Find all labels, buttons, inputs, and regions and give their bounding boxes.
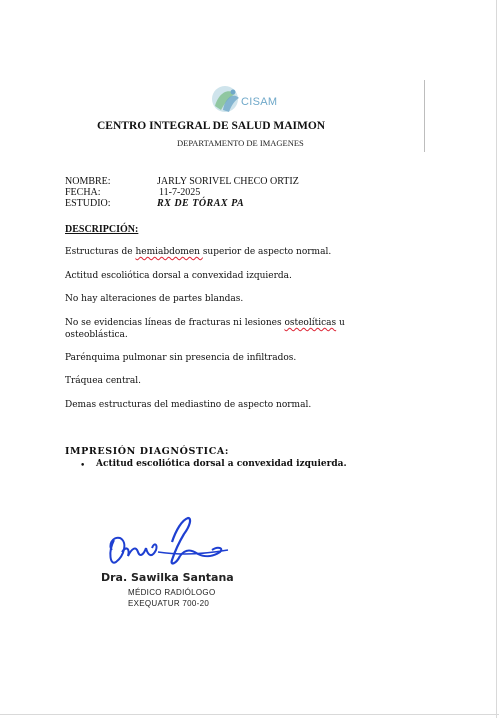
institution-name: CENTRO INTEGRAL DE SALUD MAIMON [97,120,326,132]
finding-1: Estructuras de hemiabdomen superior de aspecto normal. [65,247,332,257]
finding-7: Demas estructuras del mediastino de aspecto normal. [65,400,312,410]
finding-3: No hay alteraciones de partes blandas. [65,294,244,304]
name-label: NOMBRE: [65,176,111,187]
description-heading: DESCRIPCIÓN: [65,224,139,235]
spellcheck-flag: hemiabdomen [135,247,203,257]
impression-heading: IMPRESIÓN DIAGNÓSTICA: [65,446,229,457]
finding-5: Parénquima pulmonar sin presencia de infiltrados. [65,353,297,363]
spellcheck-flag: osteolíticas [284,318,337,328]
page-edge-right [496,0,497,718]
page-edge-bottom [0,714,499,715]
doctor-title: MÉDICO RADIÓLOGO [128,588,216,597]
doctor-license: EXEQUATUR 700-20 [128,599,210,608]
bullet-icon: • [80,461,86,471]
study-label: ESTUDIO: [65,198,111,209]
name-value: JARLY SORIVEL CHECO ORTIZ [157,176,299,187]
logo-text: CISAM [241,96,278,108]
doctor-name: Dra. Sawilka Santana [101,571,234,584]
finding-4-continued: osteoblástica. [65,330,128,340]
department-name: DEPARTAMENTO DE IMAGENES [177,138,304,148]
finding-6: Tráquea central. [65,376,141,386]
impression-item: Actitud escoliótica dorsal a convexidad izquierda. [96,459,347,469]
finding-2: Actitud escoliótica dorsal a convexidad izquierda. [65,271,292,281]
date-label: FECHA: [65,187,101,198]
signature-icon [102,512,232,574]
study-value: RX DE TÓRAX PA [157,198,245,209]
header-rule [424,80,425,152]
date-value: 11-7-2025 [159,187,201,198]
finding-4: No se evidencias líneas de fracturas ni lesiones osteolíticas u [65,318,345,328]
